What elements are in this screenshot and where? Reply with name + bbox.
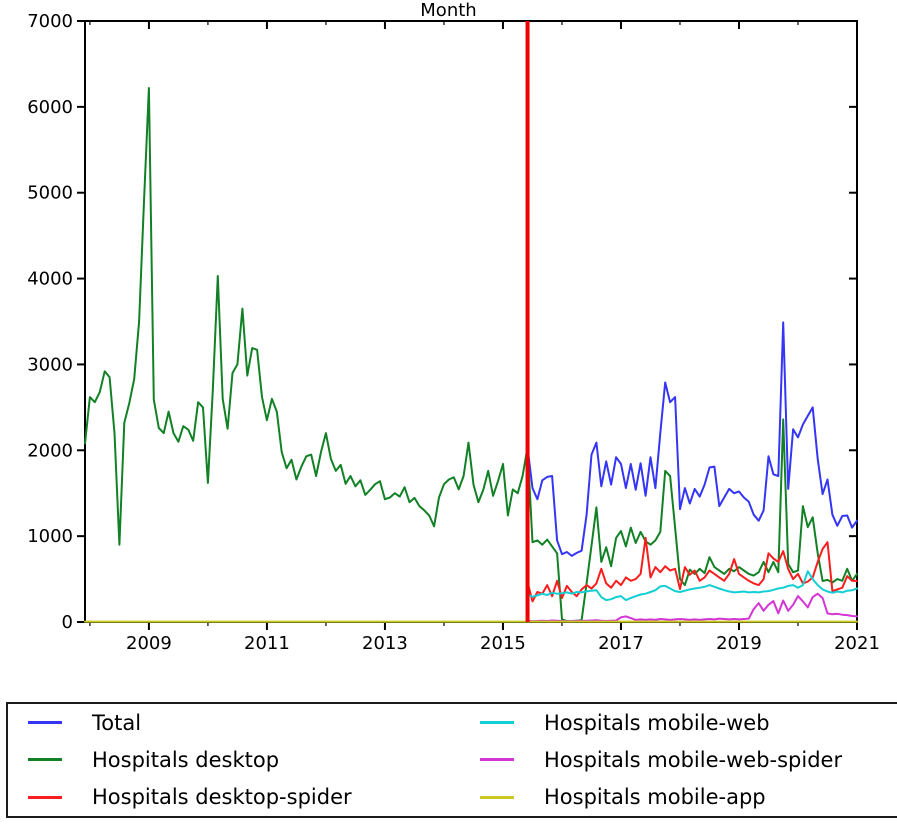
legend-swatch-desktop xyxy=(28,758,62,761)
legend-label-desktop: Hospitals desktop xyxy=(92,747,280,772)
legend-label-total: Total xyxy=(92,710,142,735)
y-tick-label: 1000 xyxy=(27,526,73,548)
legend-swatch-mobile-app xyxy=(480,796,514,799)
series-line-hospitals-desktop xyxy=(85,88,857,621)
x-tick-label: 2013 xyxy=(362,633,408,654)
legend-swatch-mobile-web-spider xyxy=(480,758,514,761)
legend xyxy=(6,702,897,818)
legend-swatch-mobile-web xyxy=(480,721,514,724)
x-axis-title: Month xyxy=(420,0,477,21)
legend-swatch-total xyxy=(28,721,62,724)
x-tick-label: 2015 xyxy=(480,633,526,654)
legend-label-mobile-app: Hospitals mobile-app xyxy=(544,785,766,810)
y-tick-label: 2000 xyxy=(27,440,73,462)
x-tick-label: 2019 xyxy=(716,633,762,654)
legend-item-mobile-app xyxy=(480,779,897,816)
y-tick-label: 5000 xyxy=(27,182,73,204)
x-tick-label: 2017 xyxy=(598,633,644,654)
x-tick-label: 2011 xyxy=(244,633,290,654)
legend-item-desktop-spider xyxy=(28,779,480,816)
legend-item-total xyxy=(28,704,480,741)
legend-label-desktop-spider: Hospitals desktop-spider xyxy=(92,785,352,810)
series-line-hospitals-mobile-web-spider xyxy=(528,594,858,621)
legend-item-mobile-web xyxy=(480,704,897,741)
legend-swatch-desktop-spider xyxy=(28,796,62,799)
x-tick-label: 2021 xyxy=(834,633,880,654)
series-line-total xyxy=(528,322,858,556)
legend-item-mobile-web-spider xyxy=(480,741,897,778)
y-tick-label: 3000 xyxy=(27,354,73,376)
axes-frame xyxy=(85,21,857,622)
y-tick-label: 0 xyxy=(61,612,73,633)
y-tick-label: 7000 xyxy=(27,11,73,32)
legend-label-mobile-web-spider: Hospitals mobile-web-spider xyxy=(544,747,843,772)
legend-label-mobile-web: Hospitals mobile-web xyxy=(544,710,770,735)
x-tick-label: 2009 xyxy=(126,633,172,654)
y-tick-label: 6000 xyxy=(27,96,73,118)
y-tick-label: 4000 xyxy=(27,268,73,290)
legend-item-desktop xyxy=(28,741,480,778)
